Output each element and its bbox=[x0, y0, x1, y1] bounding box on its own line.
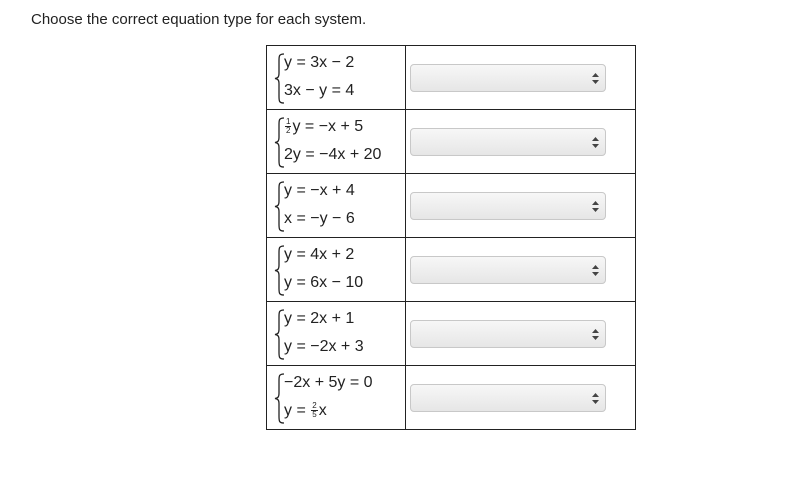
equation-type-select[interactable] bbox=[410, 128, 606, 156]
equation-line-1: y = −x + 4 bbox=[284, 182, 355, 199]
answer-cell bbox=[406, 302, 636, 366]
fraction: $\frac{1}{2}$ bbox=[286, 117, 291, 136]
equation-system bbox=[267, 174, 406, 238]
system-row bbox=[267, 110, 636, 174]
systems-table bbox=[266, 45, 636, 430]
equation-line-2: y = 6x − 10 bbox=[284, 274, 364, 291]
answer-cell bbox=[406, 238, 636, 302]
equation-type-select[interactable] bbox=[410, 64, 606, 92]
up-down-arrows-icon bbox=[592, 393, 599, 404]
system-row bbox=[267, 46, 636, 110]
equation-line-1: y = 4x + 2 bbox=[284, 246, 355, 263]
answer-cell bbox=[406, 174, 636, 238]
answer-cell bbox=[406, 366, 636, 430]
equation-line-2: 2y = −4x + 20 bbox=[284, 146, 382, 163]
equation-type-select[interactable] bbox=[410, 192, 606, 220]
up-down-arrows-icon bbox=[592, 329, 599, 340]
answer-cell bbox=[406, 110, 636, 174]
equation-system bbox=[267, 110, 406, 174]
equation-line-1: y = 3x − 2 bbox=[284, 54, 355, 71]
equation-type-select[interactable] bbox=[410, 256, 606, 284]
answer-cell bbox=[406, 46, 636, 110]
equation-line-1: $\frac{1}{2}$ y = −x + 5 bbox=[286, 117, 364, 136]
instruction-text: Choose the correct equation type for each system. bbox=[31, 11, 367, 28]
equation-line-2: 3x − y = 4 bbox=[284, 82, 355, 99]
equation-system bbox=[267, 46, 406, 110]
equation-line-2: x = −y − 6 bbox=[284, 210, 355, 227]
system-row bbox=[267, 174, 636, 238]
system-row bbox=[267, 366, 636, 430]
equation-system bbox=[267, 238, 406, 302]
fraction: $\frac{2}{5}$ bbox=[312, 401, 317, 420]
equation-system bbox=[267, 366, 406, 430]
up-down-arrows-icon bbox=[592, 201, 599, 212]
equation-line-1: y = 2x + 1 bbox=[284, 310, 355, 327]
system-row bbox=[267, 302, 636, 366]
up-down-arrows-icon bbox=[592, 137, 599, 148]
equation-type-select[interactable] bbox=[410, 384, 606, 412]
equation-line-1: −2x + 5y = 0 bbox=[284, 374, 373, 391]
up-down-arrows-icon bbox=[592, 265, 599, 276]
up-down-arrows-icon bbox=[592, 73, 599, 84]
equation-type-select[interactable] bbox=[410, 320, 606, 348]
system-row bbox=[267, 238, 636, 302]
equation-line-2: y = $\frac{2}{5}$ x bbox=[284, 401, 327, 420]
equation-system bbox=[267, 302, 406, 366]
equation-line-2: y = −2x + 3 bbox=[284, 338, 364, 355]
